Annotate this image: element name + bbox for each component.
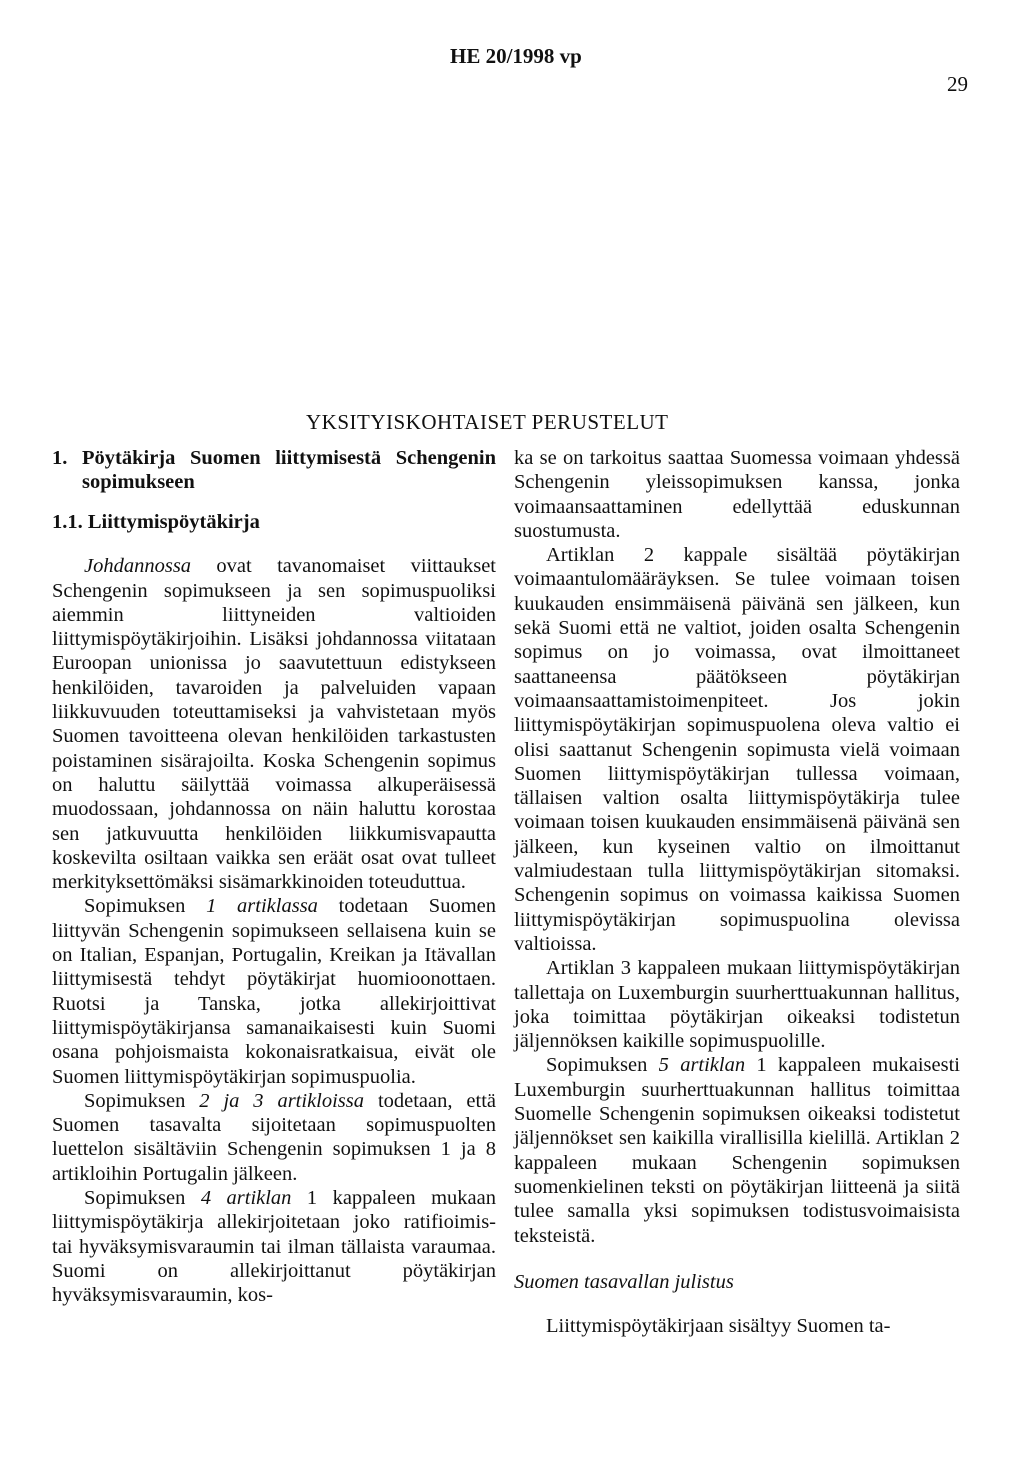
section-title: YKSITYISKOHTAISET PERUSTELUT bbox=[306, 410, 669, 434]
left-column bbox=[52, 446, 496, 1308]
paragraph bbox=[52, 1186, 496, 1307]
page-number: 29 bbox=[947, 72, 968, 96]
paragraph-text: 1 kappaleen mukaan liittymispöytäkirja allekirjoitetaan joko ratifioimis- tai hyväksymisvaraumin tai ilman tällaista varaumaa. Suomi on allekirjoittanut pöytäkirjan hyväksymisvaraumin, kos- bbox=[52, 1187, 497, 1307]
emphasis: 4 artiklan bbox=[200, 1187, 292, 1210]
heading-1 bbox=[52, 446, 496, 494]
paragraph bbox=[52, 1089, 496, 1186]
paragraph bbox=[52, 894, 496, 1088]
emphasis: Johdannossa bbox=[84, 555, 192, 578]
paragraph bbox=[514, 1053, 960, 1247]
paragraph-text: ovat tavanomaiset viittaukset Schengenin sopimukseen ja sen sopimuspuoliksi aiemmin liittyneiden valtioiden liittymispöytäkirjoihin. Lisäksi johdannossa viitataan Euroopan unionissa jo saavutettuun edistykseen henkilöiden, tavaroiden ja palveluiden vapaan liikkuvuuden toteuttamiseksi ja vahvistetaan myös Suomen tavoitteena olevan henkilöiden tarkastusten poistaminen sisärajoilta. Koska Schengenin sopimus on haluttu säilyttää voimassa alkuperäisessä muodossaan, johdannossa on näin haluttu korostaa sen jatkuvuutta henkilöiden liikkumisvapautta koskevilta osiltaan vaikka sen eräät osat ovat tulleet merkityksettömäksi sisämarkkinoiden toteuduttua. bbox=[52, 555, 496, 894]
right-column bbox=[514, 446, 960, 1338]
paragraph: Liittymispöytäkirjaan sisältyy Suomen ta- bbox=[546, 1315, 891, 1338]
emphasis: 1 artiklassa bbox=[206, 895, 318, 918]
heading-1-text: Pöytäkirja Suomen liittymisestä Schengenin sopimukseen bbox=[82, 447, 496, 493]
emphasis: 2 ja 3 artikloissa bbox=[199, 1089, 365, 1112]
paragraph bbox=[52, 554, 496, 894]
paragraph-text: 1 kappaleen mukaisesti Luxemburgin suurherttuakunnan hallitus toimittaa Suomelle Schengenin sopimuksen oikeaksi todistetut jäljennökset sen kaikilla virallisilla kielillä. Artiklan 2 kappaleen mukaan Schengenin sopimuksen suomenkielinen teksti on pöytäkirjan liitteenä ja siitä tulee samalla yksi sopimuksen todistusvoimaisista teksteistä. bbox=[514, 1054, 960, 1247]
paragraph-text: Sopimuksen bbox=[84, 1089, 200, 1112]
heading-1-1: 1.1. Liittymispöytäkirja bbox=[52, 511, 260, 533]
page-header bbox=[0, 44, 1024, 96]
paragraph-text: Sopimuksen bbox=[84, 895, 207, 918]
paragraph-text: Sopimuksen bbox=[84, 1187, 201, 1210]
paragraph: Artiklan 3 kappaleen mukaan liittymispöytäkirjan tallettaja on Luxemburgin suurherttuakunnan hallitus, joka toimittaa pöytäkirjan oikeaksi todistetun jäljennöksen kaikille sopimuspuolille. bbox=[514, 957, 960, 1053]
paragraph-text: Sopimuksen bbox=[546, 1054, 659, 1077]
document-id: HE 20/1998 vp bbox=[450, 44, 582, 68]
paragraph: Artiklan 2 kappale sisältää pöytäkirjan voimaantulomääräyksen. Se tulee voimaan toisen kuukauden ensimmäisenä päivänä sen jälkeen, kun sekä Suomi että ne valtiot, joiden osalta Schengenin sopimus on jo voimassa, ovat ilmoittaneet saattaneensa päätökseen pöytäkirjan voimaansaattamistoimenpiteet. Jos jokin liittymispöytäkirjan sopimuspuolena oleva valtio ei olisi saattanut Schengenin sopimusta vielä voimaan Suomen liittymispöytäkirjan tullessa voimaan, tällaisen valtion osalta liittymispöytäkirja tulee voimaan toisen kuukauden ensimmäisenä päivänä sen jälkeen, kun kyseinen valtio on ilmoittanut valmiudestaan tulla liittymispöytäkirjan sitomaksi. Schengenin sopimus on voimassa kaikissa Suomen liittymispöytäkirjan sopimuspuolina olevissa valtioissa. bbox=[514, 544, 960, 955]
paragraph: ka se on tarkoitus saattaa Suomessa voimaan yhdessä Schengenin yleissopimuksen kanssa, jonka voimaansaattaminen edellyttää eduskunnan suostumusta. bbox=[514, 447, 960, 542]
paragraph-text: todetaan Suomen liittyvän Schengenin sopimukseen sellaisena kuin se on Italian, Espanjan, Portugalin, Kreikan ja Itävallan liittymisestä tehdyt pöytäkirjat huomioonottaen. Ruotsi ja Tanska, jotka allekirjoittivat liittymispöytäkirjansa samanaikaisesti kuin Suomi osana pohjoismaista kokonaisratkaisua, eivät ole Suomen liittymispöytäkirjan sopimuspuolia. bbox=[52, 895, 497, 1088]
subheading: Suomen tasavallan julistus bbox=[514, 1270, 734, 1293]
heading-1-number: 1. bbox=[52, 447, 68, 469]
paragraph-text: todetaan, että Suomen tasavalta sijoitetaan sopimuspuolten luettelon sisältäviin Schengenin sopimuksen 1 ja 8 artikloihin Portugalin jälkeen. bbox=[52, 1089, 497, 1185]
emphasis: 5 artiklan bbox=[658, 1054, 746, 1077]
